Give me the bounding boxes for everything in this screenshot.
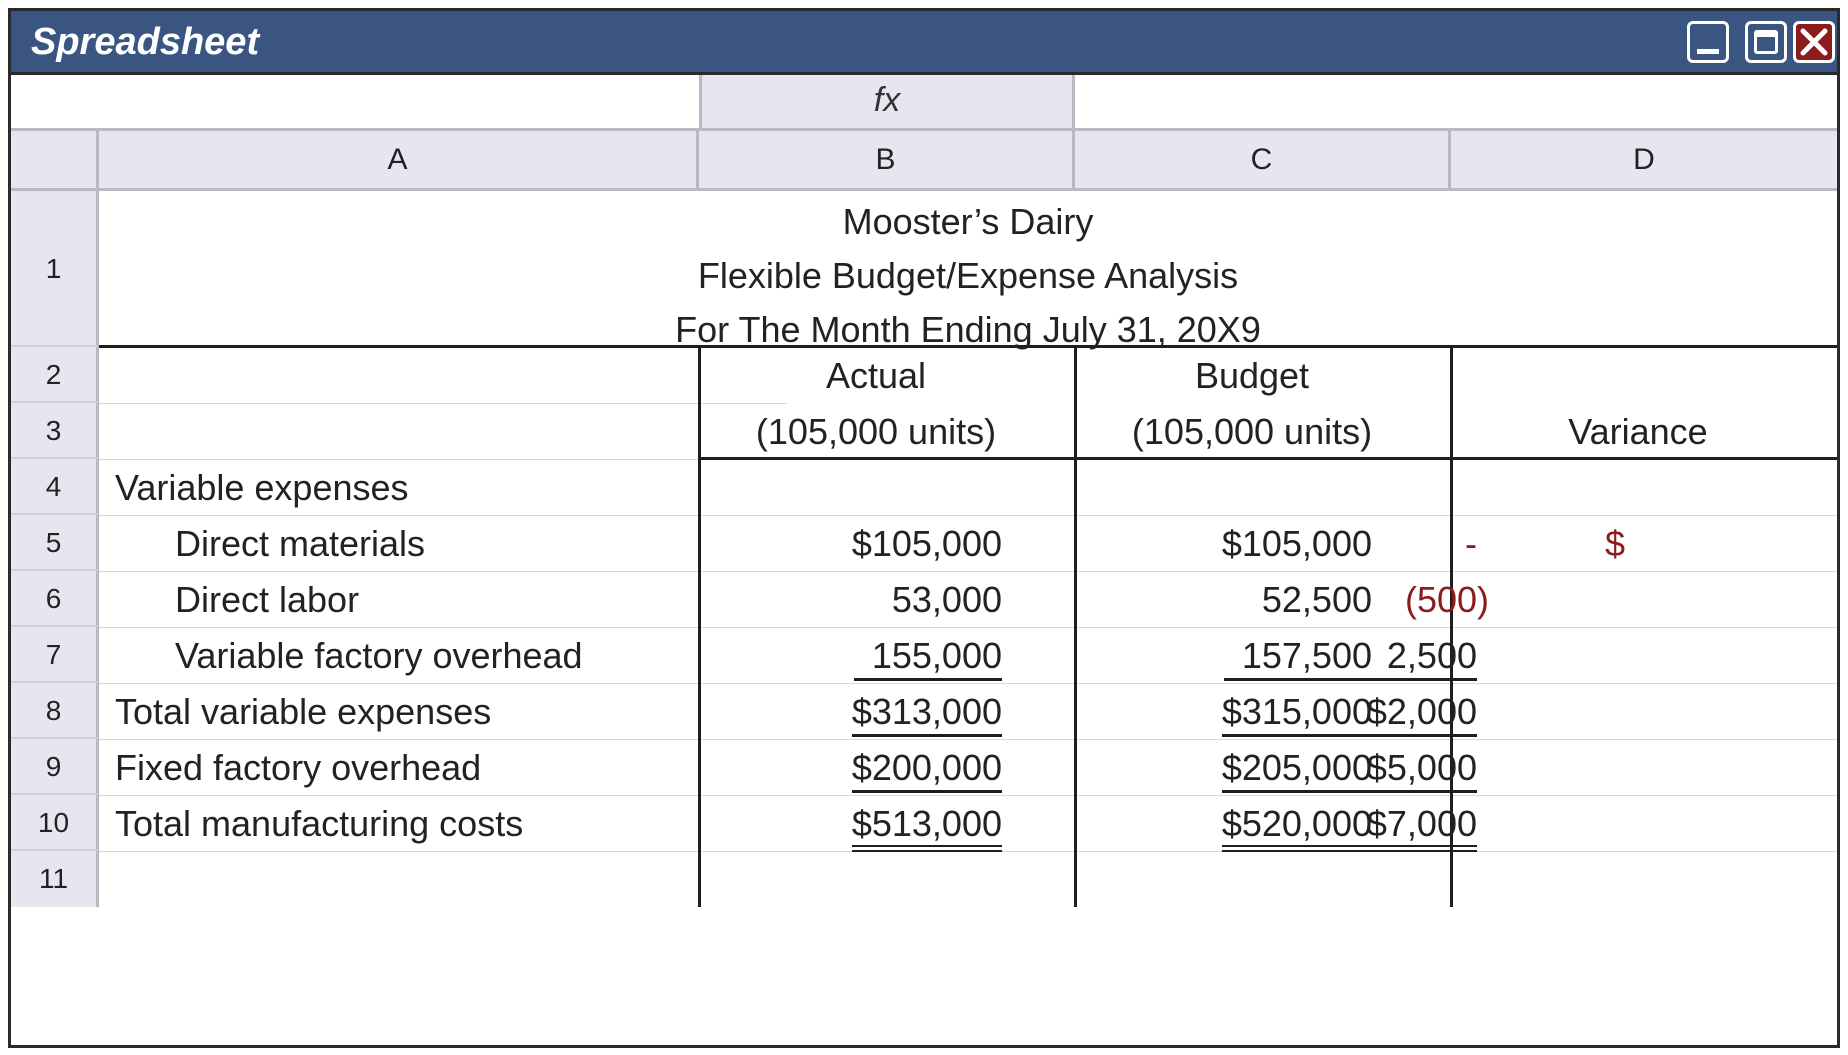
row-header-6[interactable]: 6 [11,571,99,627]
minimize-button[interactable] [1687,21,1729,63]
corner-header[interactable] [11,131,99,191]
budget-direct-materials: $105,000 [1221,523,1372,564]
actual-direct-labor: 53,000 [891,579,1002,620]
variance-total-manufacturing [1367,803,1477,852]
column-header-a[interactable]: A [99,131,699,191]
variance-variable-overhead-value: 2,500 [1365,635,1477,681]
report-company: Mooster’s Dairy [842,201,1094,242]
row-header-11[interactable]: 11 [11,851,99,907]
row-header-2[interactable]: 2 [11,347,99,403]
label-total-variable-expenses: Total variable expenses [115,691,492,732]
budget-fixed-overhead [1222,747,1372,793]
label-direct-materials: Direct materials [175,523,426,564]
actual-variable-overhead-value: 155,000 [854,635,1002,681]
variance-fixed-overhead [1367,747,1477,793]
header-bottom-border [699,457,1837,460]
actual-direct-materials: $105,000 [851,523,1002,564]
header-budget: Budget [1194,355,1310,396]
row-header-4[interactable]: 4 [11,459,99,515]
variance-variable-overhead [1365,635,1477,681]
actual-fixed-overhead-value: $200,000 [852,747,1002,793]
budget-direct-labor: 52,500 [1261,579,1372,620]
spreadsheet-window [8,8,1840,1048]
variance-direct-labor: (500) [1404,579,1489,620]
header-budget-units: (105,000 units) [1131,411,1373,452]
budget-total-variable-value: $315,000 [1222,691,1372,737]
budget-variable-overhead [1224,635,1372,681]
row-header-8[interactable]: 8 [11,683,99,739]
row-header-9[interactable]: 9 [11,739,99,795]
close-button[interactable] [1793,21,1835,63]
window-title: Spreadsheet [31,21,260,63]
header-variance: Variance [1568,411,1708,452]
close-icon [1800,28,1828,56]
actual-total-manufacturing [852,803,1002,852]
label-fixed-factory-overhead: Fixed factory overhead [115,747,482,788]
variance-total-variable [1367,691,1477,737]
budget-variable-overhead-value: 157,500 [1224,635,1372,681]
column-header-b[interactable]: B [699,131,1075,191]
header-actual-units: (105,000 units) [755,411,997,452]
label-variable-expenses: Variable expenses [115,467,409,508]
actual-fixed-overhead [852,747,1002,793]
budget-total-variable [1222,691,1372,737]
row-header-5[interactable]: 5 [11,515,99,571]
row-header-10[interactable]: 10 [11,795,99,851]
column-header-c[interactable]: C [1075,131,1451,191]
actual-total-variable-value: $313,000 [852,691,1002,737]
actual-total-manufacturing-value: $513,000 [852,803,1002,852]
label-variable-factory-overhead: Variable factory overhead [175,635,583,676]
actual-total-variable [852,691,1002,737]
row-header-1[interactable]: 1 [11,191,99,347]
budget-total-manufacturing [1222,803,1372,852]
variance-fixed-overhead-value: $5,000 [1367,747,1477,793]
fx-label[interactable]: fx [699,75,1075,128]
budget-total-manufacturing-value: $520,000 [1222,803,1372,852]
variance-direct-materials-dollar: $ [1605,523,1626,564]
formula-bar [11,75,1837,131]
maximize-button[interactable] [1745,21,1787,63]
header-actual: Actual [825,355,927,396]
row-header-7[interactable]: 7 [11,627,99,683]
column-header-d[interactable]: D [1451,131,1837,191]
variance-total-variable-value: $2,000 [1367,691,1477,737]
variance-direct-materials: - [1465,523,1477,564]
label-direct-labor: Direct labor [175,579,360,620]
actual-variable-overhead [836,635,1002,681]
report-name: Flexible Budget/Expense Analysis [697,255,1239,296]
title-bar [11,11,1837,75]
row-header-3[interactable]: 3 [11,403,99,459]
budget-fixed-overhead-value: $205,000 [1222,747,1372,793]
label-total-manufacturing-costs: Total manufacturing costs [115,803,524,844]
variance-total-manufacturing-value: $7,000 [1367,803,1477,852]
report-period: For The Month Ending July 31, 20X9 [675,309,1261,350]
